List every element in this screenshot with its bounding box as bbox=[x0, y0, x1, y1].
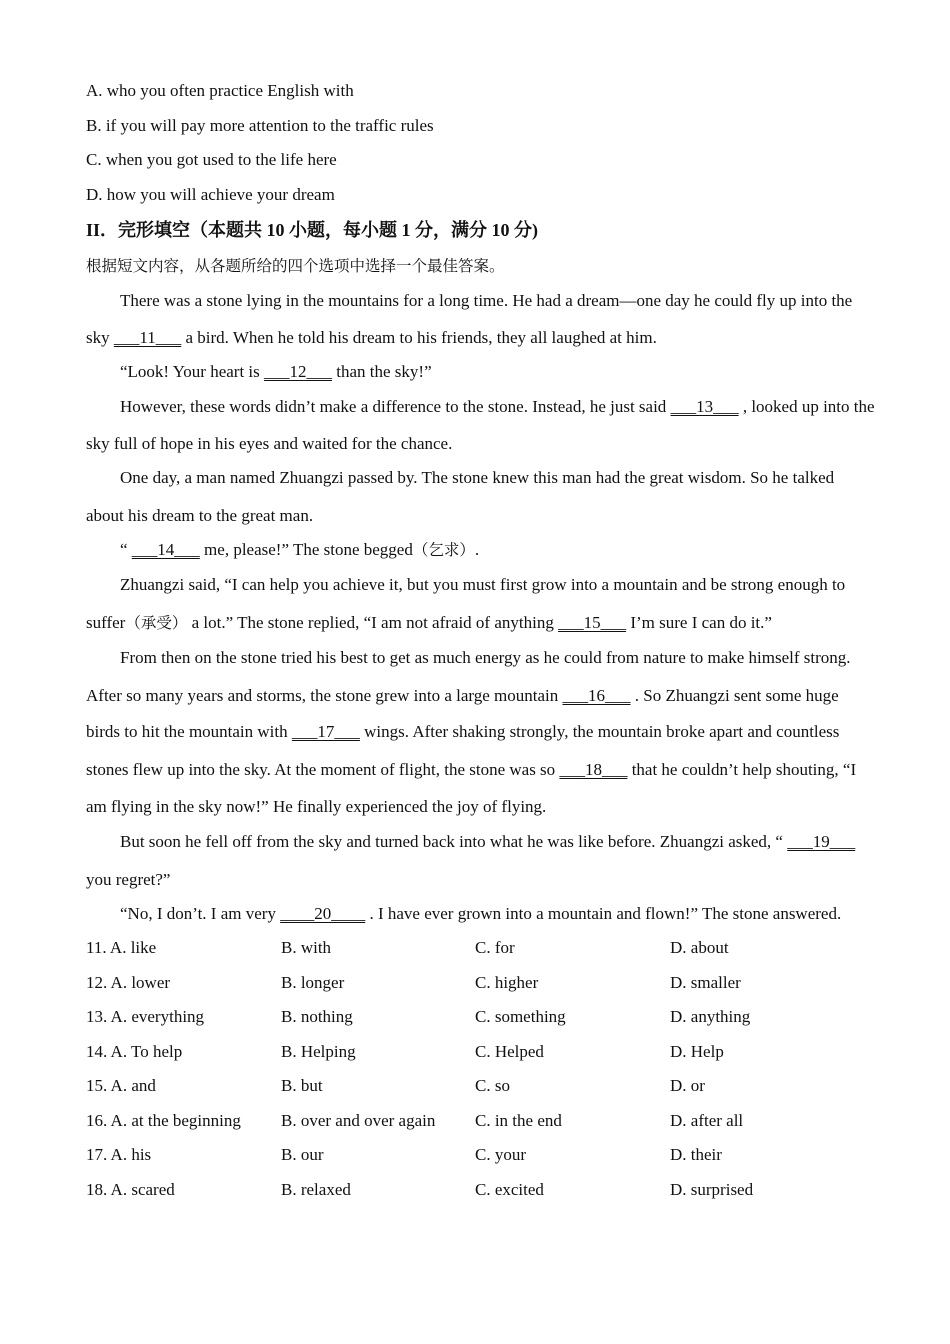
option-a: 12. A. lower bbox=[86, 973, 171, 992]
option-b: B. Helping bbox=[281, 1042, 356, 1061]
section-instruction: 根据短文内容，从各题所给的四个选项中选择一个最佳答案。 bbox=[86, 257, 505, 275]
blank-12: ___12___ bbox=[264, 362, 333, 381]
passage-line: One day, a man named Zhuangzi passed by. The stone knew this man had the great wisdom. So he talked bbox=[120, 468, 835, 487]
blank-14: ___14___ bbox=[131, 540, 200, 559]
option-c: C. excited bbox=[475, 1180, 544, 1199]
prev-option-b: B. if you will pay more attention to the traffic rules bbox=[86, 116, 434, 135]
option-d: D. their bbox=[670, 1145, 722, 1164]
option-c: C. so bbox=[475, 1076, 510, 1095]
blank-13: ___13___ bbox=[670, 397, 739, 416]
passage-line: Zhuangzi said, “I can help you achieve it, but you must first grow into a mountain and be strong enough to bbox=[120, 575, 846, 594]
passage-line: “No, I don’t. I am very ____20____ . I have ever grown into a mountain and flown!” The stone answered. bbox=[120, 904, 842, 923]
passage-line: birds to hit the mountain with ___17___ wings. After shaking strongly, the mountain broke apart and countless bbox=[86, 722, 840, 741]
option-b: B. relaxed bbox=[281, 1180, 351, 1199]
passage-line: “ ___14___ me, please!” The stone begged（乞求）. bbox=[120, 540, 480, 559]
option-a: 14. A. To help bbox=[86, 1042, 183, 1061]
passage-line: There was a stone lying in the mountains for a long time. He had a dream—one day he could fly up into the bbox=[120, 291, 853, 310]
passage-line: sky ___11___ a bird. When he told his dream to his friends, they all laughed at him. bbox=[86, 328, 657, 347]
option-d: D. Help bbox=[670, 1042, 724, 1061]
option-c: C. your bbox=[475, 1145, 526, 1164]
option-b: B. nothing bbox=[281, 1007, 353, 1026]
option-d: D. or bbox=[670, 1076, 705, 1095]
option-a: 18. A. scared bbox=[86, 1180, 175, 1199]
option-c: C. something bbox=[475, 1007, 566, 1026]
option-d: D. smaller bbox=[670, 973, 741, 992]
option-a: 16. A. at the beginning bbox=[86, 1111, 241, 1130]
prev-option-a: A. who you often practice English with bbox=[86, 81, 354, 100]
prev-option-c: C. when you got used to the life here bbox=[86, 150, 337, 169]
blank-20: ____20____ bbox=[280, 904, 366, 923]
option-a: 13. A. everything bbox=[86, 1007, 205, 1026]
passage-line: about his dream to the great man. bbox=[86, 506, 314, 525]
option-a: 15. A. and bbox=[86, 1076, 156, 1095]
option-d: D. after all bbox=[670, 1111, 744, 1130]
passage-line: After so many years and storms, the stone grew into a large mountain ___16___ . So Zhuangzi sent some huge bbox=[86, 686, 839, 705]
passage-line: stones flew up into the sky. At the moment of flight, the stone was so ___18___ that he couldn’t help shouting, “I bbox=[86, 760, 857, 779]
passage-line: From then on the stone tried his best to get as much energy as he could from nature to make himself strong. bbox=[120, 648, 851, 667]
blank-19: ___19___ bbox=[787, 832, 856, 851]
passage-line: However, these words didn’t make a difference to the stone. Instead, he just said ___13___ , looked up into the bbox=[120, 397, 875, 416]
option-b: B. but bbox=[281, 1076, 323, 1095]
passage-line: am flying in the sky now!” He finally experienced the joy of flying. bbox=[86, 797, 547, 816]
passage-line: But soon he fell off from the sky and turned back into what he was like before. Zhuangzi asked, “ ___19___ bbox=[120, 832, 856, 851]
option-a: 11. A. like bbox=[86, 938, 157, 957]
blank-11: ___11___ bbox=[113, 328, 182, 347]
passage-line: “Look! Your heart is ___12___ than the sky!” bbox=[120, 362, 432, 381]
blank-16: ___16___ bbox=[562, 686, 631, 705]
option-a: 17. A. his bbox=[86, 1145, 152, 1164]
option-b: B. with bbox=[281, 938, 332, 957]
option-c: C. for bbox=[475, 938, 515, 957]
blank-18: ___18___ bbox=[559, 760, 628, 779]
option-c: C. higher bbox=[475, 973, 539, 992]
blank-15: ___15___ bbox=[558, 613, 627, 632]
prev-option-d: D. how you will achieve your dream bbox=[86, 185, 335, 204]
option-b: B. longer bbox=[281, 973, 345, 992]
section-heading: II．完形填空（本题共 10 小题，每小题 1 分，满分 10 分) bbox=[86, 220, 539, 240]
option-d: D. surprised bbox=[670, 1180, 754, 1199]
blank-17: ___17___ bbox=[291, 722, 360, 741]
option-b: B. over and over again bbox=[281, 1111, 436, 1130]
option-b: B. our bbox=[281, 1145, 324, 1164]
option-c: C. Helped bbox=[475, 1042, 544, 1061]
passage-line: you regret?” bbox=[86, 870, 171, 889]
option-c: C. in the end bbox=[475, 1111, 562, 1130]
passage-line: suffer（承受） a lot.” The stone replied, “I am not afraid of anything ___15___ I’m sure I can do it.” bbox=[86, 613, 772, 632]
option-d: D. about bbox=[670, 938, 729, 957]
passage-line: sky full of hope in his eyes and waited for the chance. bbox=[86, 434, 453, 453]
option-d: D. anything bbox=[670, 1007, 751, 1026]
